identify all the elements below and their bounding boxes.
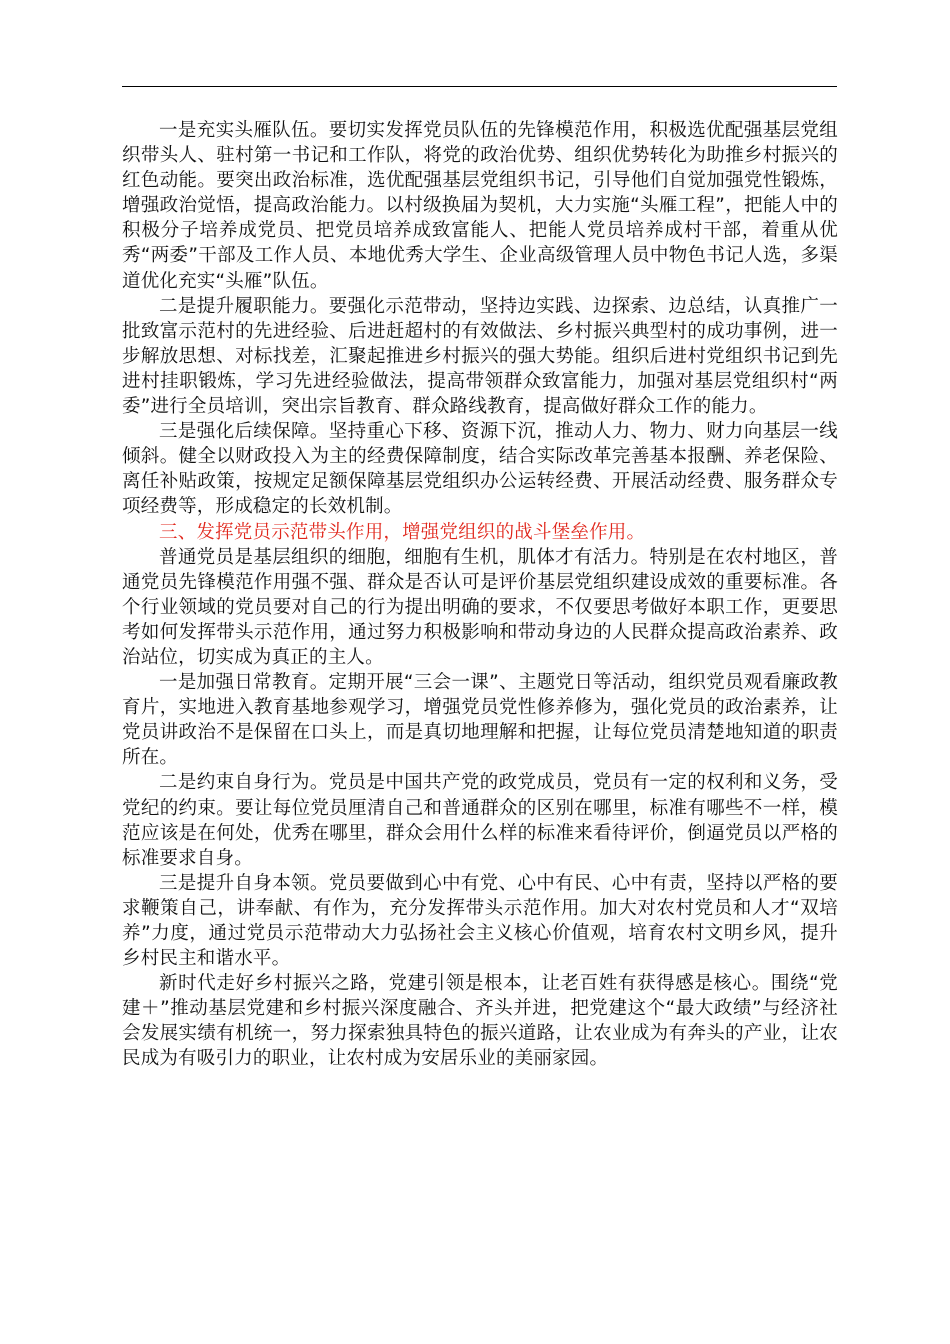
- paragraph-conclusion: 新时代走好乡村振兴之路，党建引领是根本，让老百姓有获得感是核心。围绕“党建＋”推动基层党建和乡村振兴深度融合、齐头并进，把党建这个“最大政绩”与经济社会发展实绩有机统一，努力探索独具特色的振兴道路，让农业成为有奔头的产业，让农民成为有吸引力的职业，让农村成为安居乐业的美丽家园。: [122, 973, 838, 1070]
- paragraph-daily-education: 一是加强日常教育。定期开展“三会一课”、主题党日等活动，组织党员观看廉政教育片，实地进入教育基地参观学习，增强党员党性修养修为，强化党员的政治素养，让党员讲政治不是保留在口头上，而是真切地理解和把握，让每位党员清楚地知道的职责所在。: [122, 672, 838, 769]
- paragraph-improve-capability: 二是提升履职能力。要强化示范带动，坚持边实践、边探索、边总结，认真推广一批致富示范村的先进经验、后进赶超村的有效做法、乡村振兴典型村的成功事例，进一步解放思想、对标找差，汇聚起推进乡村振兴的强大势能。组织后进村党组织书记到先进村挂职锻炼，学习先进经验做法，提高带领群众致富能力，加强对基层党组织村“两委”进行全员培训，突出宗旨教育、群众路线教育，提高做好群众工作的能力。: [122, 295, 838, 418]
- section-heading-party-members: 三、发挥党员示范带头作用，增强党组织的战斗堡垒作用。: [159, 521, 646, 543]
- paragraph-ordinary-members: 普通党员是基层组织的细胞，细胞有生机，肌体才有活力。特别是在农村地区，普通党员先锋模范作用强不强、群众是否认可是评价基层党组织建设成效的重要标准。各个行业领域的党员要对自己的行为提出明确的要求，不仅要思考做好本职工作，更要思考如何发挥带头示范作用，通过努力积极影响和带动身边的人民群众提高政治素养、政治站位，切实成为真正的主人。: [122, 546, 838, 668]
- paragraph-self-discipline: 二是约束自身行为。党员是中国共产党的政党成员，党员有一定的权利和义务，受党纪的约束。要让每位党员厘清自己和普通群众的区别在哪里，标准有哪些不一样，模范应该是在何处，优秀在哪里，群众会用什么样的标准来看待评价，倒逼党员以严格的标准要求自身。: [122, 772, 838, 869]
- paragraph-strengthen-support: 三是强化后续保障。坚持重心下移、资源下沉，推动人力、物力、财力向基层一线倾斜。健全以财政投入为主的经费保障制度，结合实际改革完善基本报酬、养老保险、离任补贴政策，按规定足额保障基层党组织办公运转经费、开展活动经费、服务群众专项经费等，形成稳定的长效机制。: [122, 421, 838, 518]
- paragraph-improve-skills: 三是提升自身本领。党员要做到心中有党、心中有民、心中有责，坚持以严格的要求鞭策自己，讲奉献、有作为，充分发挥带头示范作用。加大对农村党员和人才“双培养”力度，通过党员示范带动大力弘扬社会主义核心价值观，培育农村文明乡风，提升乡村民主和谐水平。: [122, 872, 838, 970]
- document-body: [122, 118, 838, 1072]
- paragraph-strengthen-leaders: 一是充实头雁队伍。要切实发挥党员队伍的先锋模范作用，积极选优配强基层党组织带头人、驻村第一书记和工作队，将党的政治优势、组织优势转化为助推乡村振兴的红色动能。要突出政治标准，选优配强基层党组织书记，引导他们自觉加强党性锻炼，增强政治觉悟，提高政治能力。以村级换届为契机，大力实施“头雁工程”，把能人中的积极分子培养成党员、把党员培养成致富能人、把能人党员培养成村干部，着重从优秀“两委”干部及工作人员、本地优秀大学生、企业高级管理人员中物色书记人选，多渠道优化充实“头雁”队伍。: [122, 120, 838, 292]
- header-rule: [122, 86, 837, 87]
